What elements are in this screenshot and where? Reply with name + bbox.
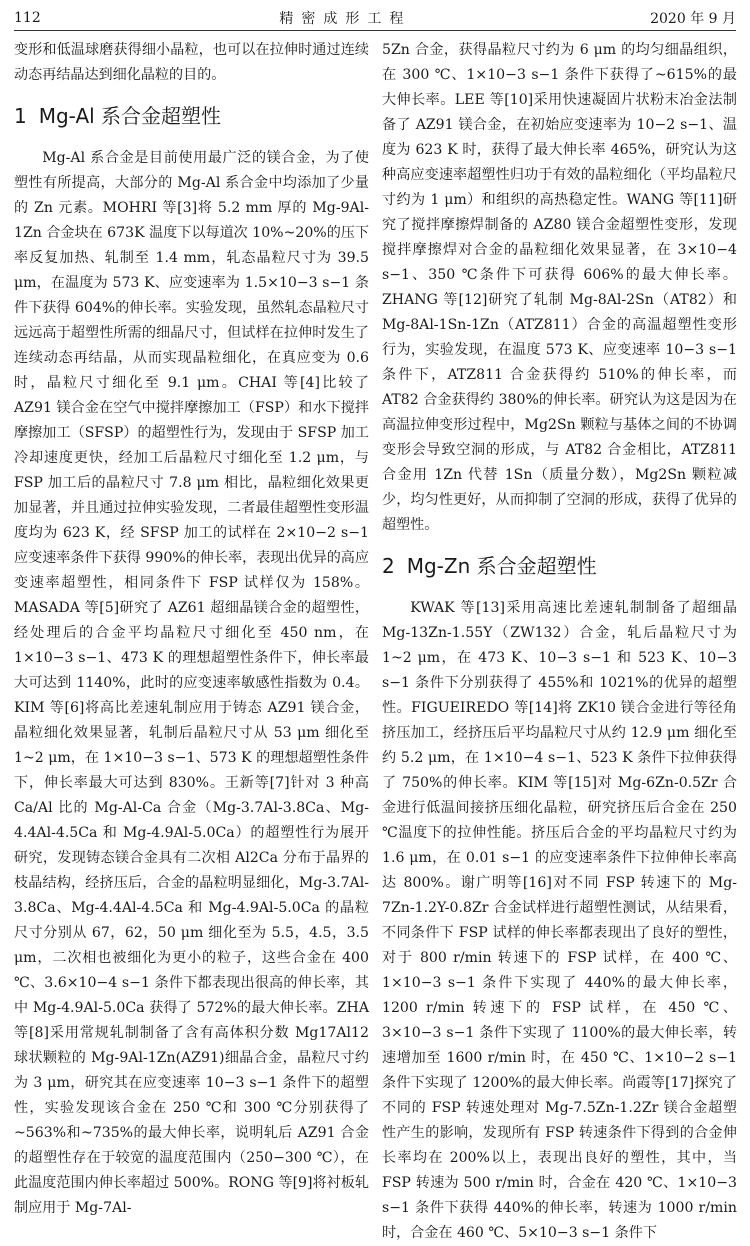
section-1-title: Mg-Al 系合金超塑性 xyxy=(38,104,222,128)
intro-continuation: 变形和低温球磨获得细小晶粒，也可以在拉伸时通过连续动态再结晶达到细化晶粒的目的。 xyxy=(14,42,369,83)
section-2-number: 2 xyxy=(382,554,395,578)
journal-title: 精密成形工程 xyxy=(279,11,412,27)
left-column xyxy=(14,38,369,1216)
page-number: 112 xyxy=(14,10,41,26)
section-2-heading xyxy=(382,552,737,580)
section-1-paragraph-continued: 5Zn 合金，获得晶粒尺寸约为 6 μm 的均匀细晶组织，在 300 ℃、1×10−3 s−1 条件下获得了~615%的最大伸长率。LEE 等[10]采用快速凝固片状粉末冶金法制备了 AZ91 镁合金，在初始应变速率为 10−2 s−1、温度为 623 K 时，获得了最大伸长率 465%，研究认为这种高应变速率超塑性归功于有效的晶粒细化（平均晶粒尺寸约为 1 μm）和组织的高热稳定性。WANG 等[11]研究了搅拌摩擦焊制备的 AZ80 镁合金超塑性变形，发现搅拌摩擦焊对合金的晶粒细化效果显著，在 3×10−4 s−1、350 ℃条件下可获得 606%的最大伸长率。ZHANG 等[12]研究了轧制 Mg-8Al-2Sn（AT82）和 Mg-8Al-1Sn-1Zn（ATZ811）合金的高温超塑性变形行为，实验发现，在温度 573 K、应变速率 10−3 s−1 条件下，ATZ811 合金获得约 510%的伸长率，而 AT82 合金获得约 380%的伸长率。研究认为这是因为在高温拉伸变形过程中，Mg2Sn 颗粒与基体之间的不协调变形会导致空洞的形成，与 AT82 合金相比，ATZ811 合金用 1Zn 代替 1Sn（质量分数），Mg2Sn 颗粒减少，均匀性更好，从而抑制了空洞的形成，获得了优异的超塑性。 xyxy=(382,42,737,533)
issue-date: 2020 年 9 月 xyxy=(650,11,736,27)
section-1-paragraph: Mg-Al 系合金是目前使用最广泛的镁合金，为了使塑性有所提高，大部分的 Mg-Al 系合金中均添加了少量的 Zn 元素。MOHRI 等[3]将 5.2 mm 厚的 Mg-9Al-1Zn 合金块在 673K 温度下以每道次 10%~20%的压下率反复加热、轧制至 1.4 mm，轧态晶粒尺寸为 39.5 μm，在温度为 573 K、应变速率为 1.5×10−3 s−1 条件下获得 604%的伸长率。实验发现，虽然轧态晶粒尺寸远远高于超塑性所需的细晶尺寸，但试样在拉伸时发生了连续动态再结晶，从而实现晶粒细化，在真应变为 0.6 时，晶粒尺寸细化至 9.1 μm。CHAI 等[4]比较了 AZ91 镁合金在空气中搅拌摩擦加工（FSP）和水下搅拌摩擦加工（SFSP）的超塑性行为，发现由于 SFSP 加工冷却速度更快，经加工后晶粒尺寸细化至 1.2 μm，与 FSP 加工后的晶粒尺寸 7.8 μm 相比，晶粒细化效果更加显著，并且通过拉伸实验发现，二者最佳超塑性变形温度均为 623 K，经 SFSP 加工的试样在 2×10−2 s−1 应变速率条件下获得 990%的伸长率，表现出优异的高应变速率超塑性，相同条件下 FSP 试样仅为 158%。MASADA 等[5]研究了 AZ61 超细晶镁合金的超塑性，经处理后的合金平均晶粒尺寸细化至 450 nm，在 1×10−3 s−1、473 K 的理想超塑性条件下，伸长率最大可达到 1140%，此时的应变速率敏感性指数为 0.4。KIM 等[6]将高比差速轧制应用于铸态 AZ91 镁合金，晶粒细化效果显著，轧制后晶粒尺寸从 53 μm 细化至 1~2 μm，在 1×10−3 s−1、573 K 的理想超塑性条件下，伸长率最大可达到 830%。王新等[7]针对 3 种高 Ca/Al 比的 Mg-Al-Ca 合金（Mg-3.7Al-3.8Ca、Mg-4.4Al-4.5Ca 和 Mg-4.9Al-5.0Ca）的超塑性行为展开研究，发现铸态镁合金具有二次相 Al2Ca 分布于晶界的枝晶结构，经挤压后，合金的晶粒明显细化，Mg-3.7Al-3.8Ca、Mg-4.4Al-4.5Ca 和 Mg-4.9Al-5.0Ca 的晶粒尺寸分别从 67，62，50 μm 细化至为 5.5，4.5，3.5 μm，二次相也被细化为更小的粒子，这些合金在 400 ℃、3.6×10−4 s−1 条件下都表现出很高的伸长率，其中 Mg-4.9Al-5.0Ca 获得了 572%的最大伸长率。ZHA 等[8]采用常规轧制制备了含有高体积分数 Mg17Al12 球状颗粒的 Mg-9Al-1Zn(AZ91)细晶合金，晶粒尺寸约为 3 μm，研究其在应变速率 10−3 s−1 条件下的超塑性，实验发现该合金在 250 ℃和 300 ℃分别获得了~563%和~735%的最大伸长率，说明轧后 AZ91 合金的超塑性存在于较宽的温度范围内（250−300 ℃），在此温度范围内伸长率超过 500%。RONG 等[9]将衬板轧制应用于 Mg-7Al- xyxy=(14,150,369,1216)
section-2-title: Mg-Zn 系合金超塑性 xyxy=(406,554,597,578)
section-2-paragraph: KWAK 等[13]采用高速比差速轧制制备了超细晶 Mg-13Zn-1.55Y（ZW132）合金，轧后晶粒尺寸为 1~2 μm，在 473 K、10−3 s−1 和 523 K、10−3 s−1 条件下分别获得了 455%和 1021%的优异的超塑性。FIGUEIREDO 等[14]将 ZK10 镁合金进行等径角挤压加工，经挤压后平均晶粒尺寸从约 12.9 μm 细化至约 5.2 μm，在 1×10−4 s−1、523 K 条件下拉伸获得了 750%的伸长率。KIM 等[15]对 Mg-6Zn-0.5Zr 合金进行低温间接挤压细化晶粒，研究挤压后合金在 250 ℃温度下的拉伸性能。挤压后合金的平均晶粒尺寸约为 1.6 μm，在 0.01 s−1 的应变速率条件下拉伸伸长率高达 800%。谢广明等[16]对不同 FSP 转速下的 Mg-7Zn-1.2Y-0.8Zr 合金试样进行超塑性测试，从结果看，不同条件下 FSP 试样的伸长率都表现出了良好的塑性，对于 800 r/min 转速下的 FSP 试样，在 400 ℃、1×10−3 s−1 条件下实现了 440%的最大伸长率，1200 r/min 转速下的 FSP 试样，在 450 ℃、3×10−3 s−1 条件下实现了 1100%的最大伸长率，转速增加至 1600 r/min 时，在 450 ℃、1×10−2 s−1 条件下实现了 1200%的最大伸长率。尚霞等[17]探究了不同的 FSP 转速处理对 Mg-7.5Zn-1.2Zr 镁合金超塑性产生的影响，发现所有 FSP 转速条件下得到的合金伸长率均在 200%以上，表现出良好的塑性，其中，当 FSP 转速为 500 r/min 时，合金在 420 ℃、1×10−3 s−1 条件下获得 440%的伸长率，转速为 1000 r/min 时，合金在 460 ℃、5×10−3 s−1 条件下 xyxy=(382,600,737,1241)
running-header xyxy=(14,6,736,31)
section-1-heading xyxy=(14,102,369,130)
section-1-number: 1 xyxy=(14,104,27,128)
right-column xyxy=(382,38,737,1241)
